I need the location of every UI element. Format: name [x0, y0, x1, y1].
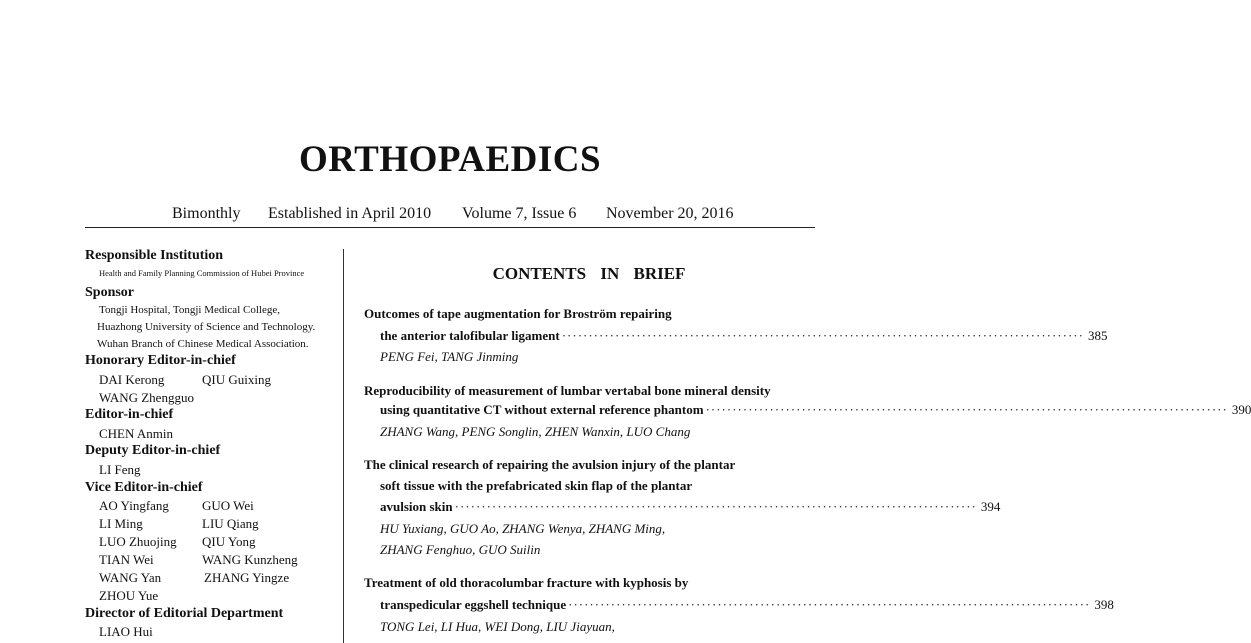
sponsor-line: Tongji Hospital, Tongji Medical College,	[99, 304, 280, 316]
journal-title: ORTHOPAEDICS	[298, 139, 602, 180]
sponsor-line: Wuhan Branch of Chinese Medical Association.	[97, 338, 309, 350]
editor-name: ZHOU Yue	[99, 588, 159, 603]
article-title: Outcomes of tape augmentation for Broström repairing	[364, 306, 672, 321]
toc-entry[interactable]	[380, 402, 1251, 418]
editor-name: TIAN Wei	[99, 552, 154, 567]
deputy-editor-heading: Deputy Editor-in-chief	[85, 443, 221, 458]
contents-heading: CONTENTS IN BRIEF	[492, 264, 686, 283]
editor-name: LI Feng	[99, 462, 141, 477]
leader-dots: ··································································································	[568, 597, 1091, 612]
editor-name: DAI Kerong	[99, 372, 165, 387]
responsible-institution-heading: Responsible Institution	[85, 248, 224, 263]
column-divider	[343, 249, 344, 643]
page-number: 390	[1231, 402, 1251, 417]
editor-name: LUO Zhuojing	[99, 534, 177, 549]
leader-dots: ··································································································	[561, 328, 1084, 343]
editor-name: WANG Yan	[99, 570, 162, 585]
director-heading: Director of Editorial Department	[85, 606, 284, 621]
article-title: soft tissue with the prefabricated skin flap of the plantar	[380, 478, 693, 493]
established-date: Established in April 2010	[268, 205, 432, 222]
editor-name: ZHANG Yingze	[204, 570, 290, 585]
honorary-editor-heading: Honorary Editor-in-chief	[85, 353, 236, 368]
article-title: Treatment of old thoracolumbar fracture with kyphosis by	[364, 575, 689, 590]
toc-entry[interactable]	[380, 328, 1108, 344]
editor-name: QIU Guixing	[202, 372, 271, 387]
editor-name: GUO Wei	[202, 498, 254, 513]
article-authors: HU Yuxiang, GUO Ao, ZHANG Wenya, ZHANG Ming,	[380, 521, 666, 536]
article-authors: TONG Lei, LI Hua, WEI Dong, LIU Jiayuan,	[380, 619, 615, 634]
article-authors: ZHANG Fenghuo, GUO Suilin	[380, 542, 541, 557]
article-title: the anterior talofibular ligament	[380, 328, 560, 343]
editor-name: LI Ming	[99, 516, 143, 531]
article-title: transpedicular eggshell technique	[380, 597, 567, 612]
page-number: 398	[1094, 597, 1114, 612]
frequency: Bimonthly	[172, 205, 241, 222]
article-authors: ZHANG Wang, PENG Songlin, ZHEN Wanxin, LUO Chang	[380, 424, 691, 439]
editor-name: WANG Zhengguo	[99, 390, 194, 405]
editor-name: WANG Kunzheng	[202, 552, 298, 567]
article-title: The clinical research of repairing the avulsion injury of the plantar	[364, 457, 736, 472]
sponsor-heading: Sponsor	[85, 285, 135, 300]
leader-dots: ··································································································	[454, 499, 977, 514]
sponsor-line: Huazhong University of Science and Technology.	[97, 321, 316, 333]
editor-name: CHEN Anmin	[99, 426, 174, 441]
issue-date: November 20, 2016	[606, 205, 734, 222]
header-rule	[85, 227, 815, 228]
editor-in-chief-heading: Editor-in-chief	[85, 407, 174, 422]
article-authors: PENG Fei, TANG Jinming	[380, 349, 519, 364]
volume-issue: Volume 7, Issue 6	[462, 205, 577, 222]
toc-entry[interactable]	[380, 597, 1114, 613]
editor-name: AO Yingfang	[99, 498, 169, 513]
vice-editor-heading: Vice Editor-in-chief	[85, 480, 203, 495]
toc-entry[interactable]	[380, 499, 1001, 515]
leader-dots: ··································································································	[705, 402, 1228, 417]
article-title: Reproducibility of measurement of lumbar vertabal bone mineral density	[364, 383, 771, 398]
page-number: 394	[980, 499, 1001, 514]
article-title: avulsion skin	[380, 499, 453, 514]
editor-name: LIU Qiang	[202, 516, 259, 531]
responsible-institution-value: Health and Family Planning Commission of Hubei Province	[99, 268, 305, 278]
editor-name: QIU Yong	[202, 534, 256, 549]
editor-name: LIAO Hui	[99, 624, 153, 639]
article-title: using quantitative CT without external reference phantom	[380, 402, 704, 417]
page-number: 385	[1087, 328, 1108, 343]
